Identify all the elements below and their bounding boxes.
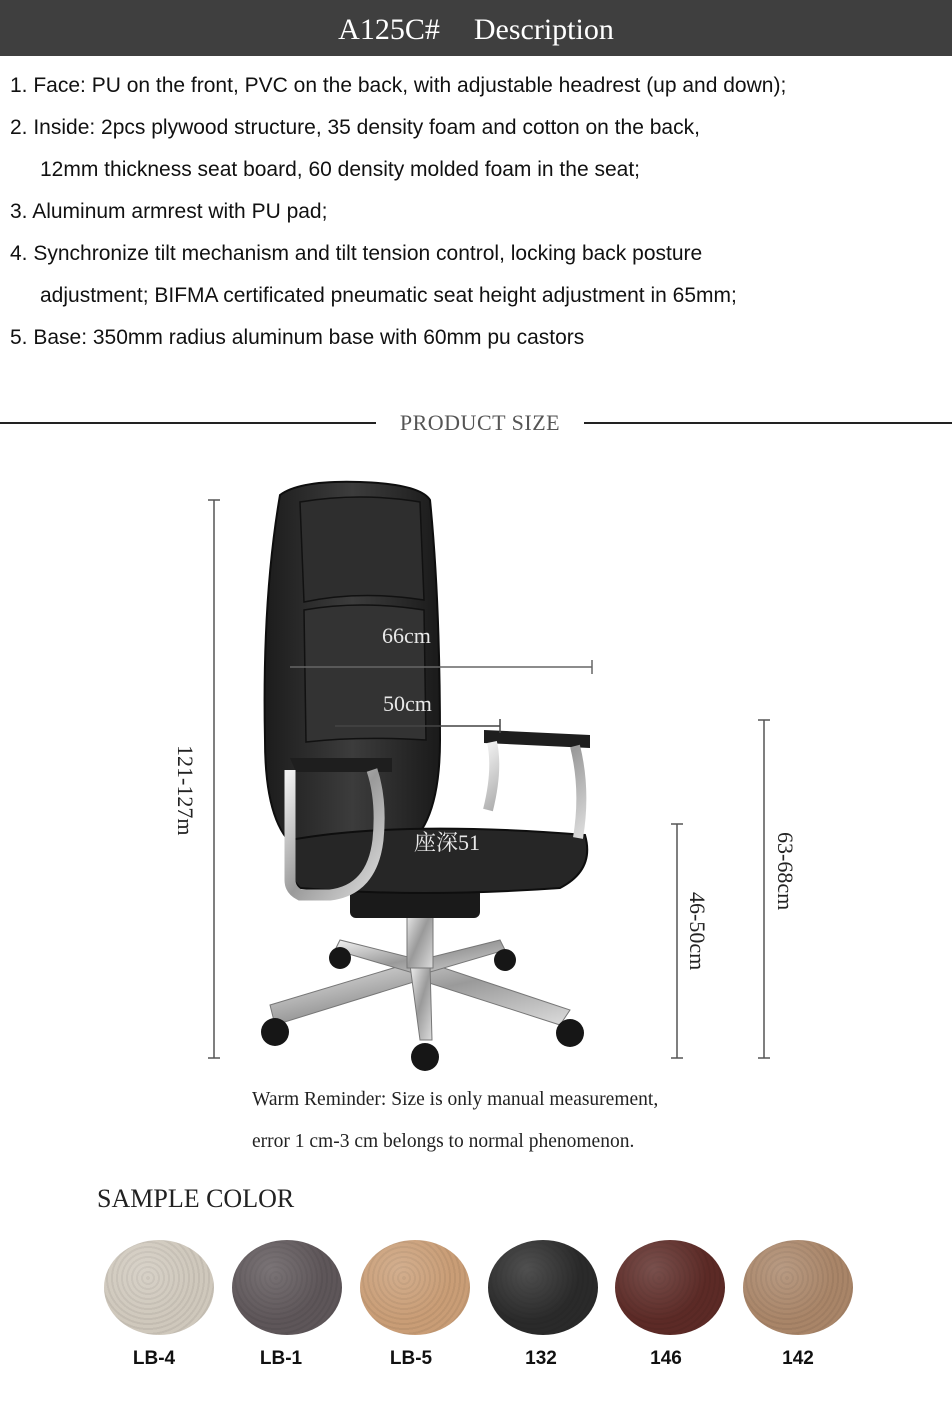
product-size-divider bbox=[0, 410, 952, 434]
divider-rule bbox=[0, 422, 376, 424]
overall-width-label: 66cm bbox=[382, 623, 431, 648]
header-bar bbox=[0, 0, 952, 56]
seat-depth-label: 座深51 bbox=[414, 830, 481, 855]
swatch-code: LB-1 bbox=[259, 1348, 303, 1369]
swatch-code: 146 bbox=[650, 1348, 682, 1369]
reminder-line: Warm Reminder: Size is only manual measurement, bbox=[252, 1089, 659, 1110]
total-height-dimension bbox=[173, 500, 220, 1058]
swatch-code: LB-4 bbox=[132, 1348, 176, 1369]
swatch-code: 132 bbox=[525, 1348, 557, 1369]
divider-rule bbox=[584, 422, 952, 424]
chair-dimension-diagram bbox=[0, 440, 952, 1080]
description-line: 3. Aluminum armrest with PU pad; bbox=[10, 200, 328, 223]
swatch-disc bbox=[360, 1240, 470, 1335]
color-swatch bbox=[104, 1240, 214, 1335]
armrest-height-label: 63-68cm bbox=[773, 832, 798, 911]
swatch-code: LB-5 bbox=[389, 1348, 433, 1369]
office-chair-illustration bbox=[261, 482, 590, 1071]
total-height-label: 121-127m bbox=[173, 745, 198, 836]
seat-height-dimension bbox=[671, 824, 710, 1058]
armrest-height-dimension bbox=[758, 720, 798, 1058]
description-line: 2. Inside: 2pcs plywood structure, 35 density foam and cotton on the back, bbox=[10, 116, 700, 139]
sample-color-heading: SAMPLE COLOR bbox=[97, 1184, 295, 1213]
model-number: A125C# bbox=[338, 13, 440, 46]
product-size-heading: PRODUCT SIZE bbox=[399, 410, 561, 435]
seat-height-label: 46-50cm bbox=[685, 892, 710, 971]
description-line: 5. Base: 350mm radius aluminum base with 60mm pu castors bbox=[10, 326, 585, 349]
swatch-disc bbox=[743, 1240, 853, 1335]
swatch-disc bbox=[104, 1240, 214, 1335]
description-line: adjustment; BIFMA certificated pneumatic seat height adjustment in 65mm; bbox=[40, 284, 737, 307]
color-swatch bbox=[743, 1240, 853, 1335]
swatch-disc bbox=[232, 1240, 342, 1335]
color-swatch bbox=[232, 1240, 342, 1335]
description-line: 4. Synchronize tilt mechanism and tilt tension control, locking back posture bbox=[10, 242, 703, 265]
header-title: Description bbox=[473, 13, 614, 46]
color-swatch bbox=[488, 1240, 598, 1335]
description-line: 12mm thickness seat board, 60 density molded foam in the seat; bbox=[40, 158, 640, 181]
description-line: 1. Face: PU on the front, PVC on the back, with adjustable headrest (up and down); bbox=[10, 74, 787, 97]
seat-width-label: 50cm bbox=[383, 691, 432, 716]
color-swatch bbox=[615, 1240, 725, 1335]
swatch-code: 142 bbox=[782, 1348, 814, 1369]
swatch-disc bbox=[615, 1240, 725, 1335]
swatch-disc bbox=[488, 1240, 598, 1335]
reminder-line: error 1 cm-3 cm belongs to normal phenomenon. bbox=[252, 1131, 635, 1152]
color-swatch bbox=[360, 1240, 470, 1335]
